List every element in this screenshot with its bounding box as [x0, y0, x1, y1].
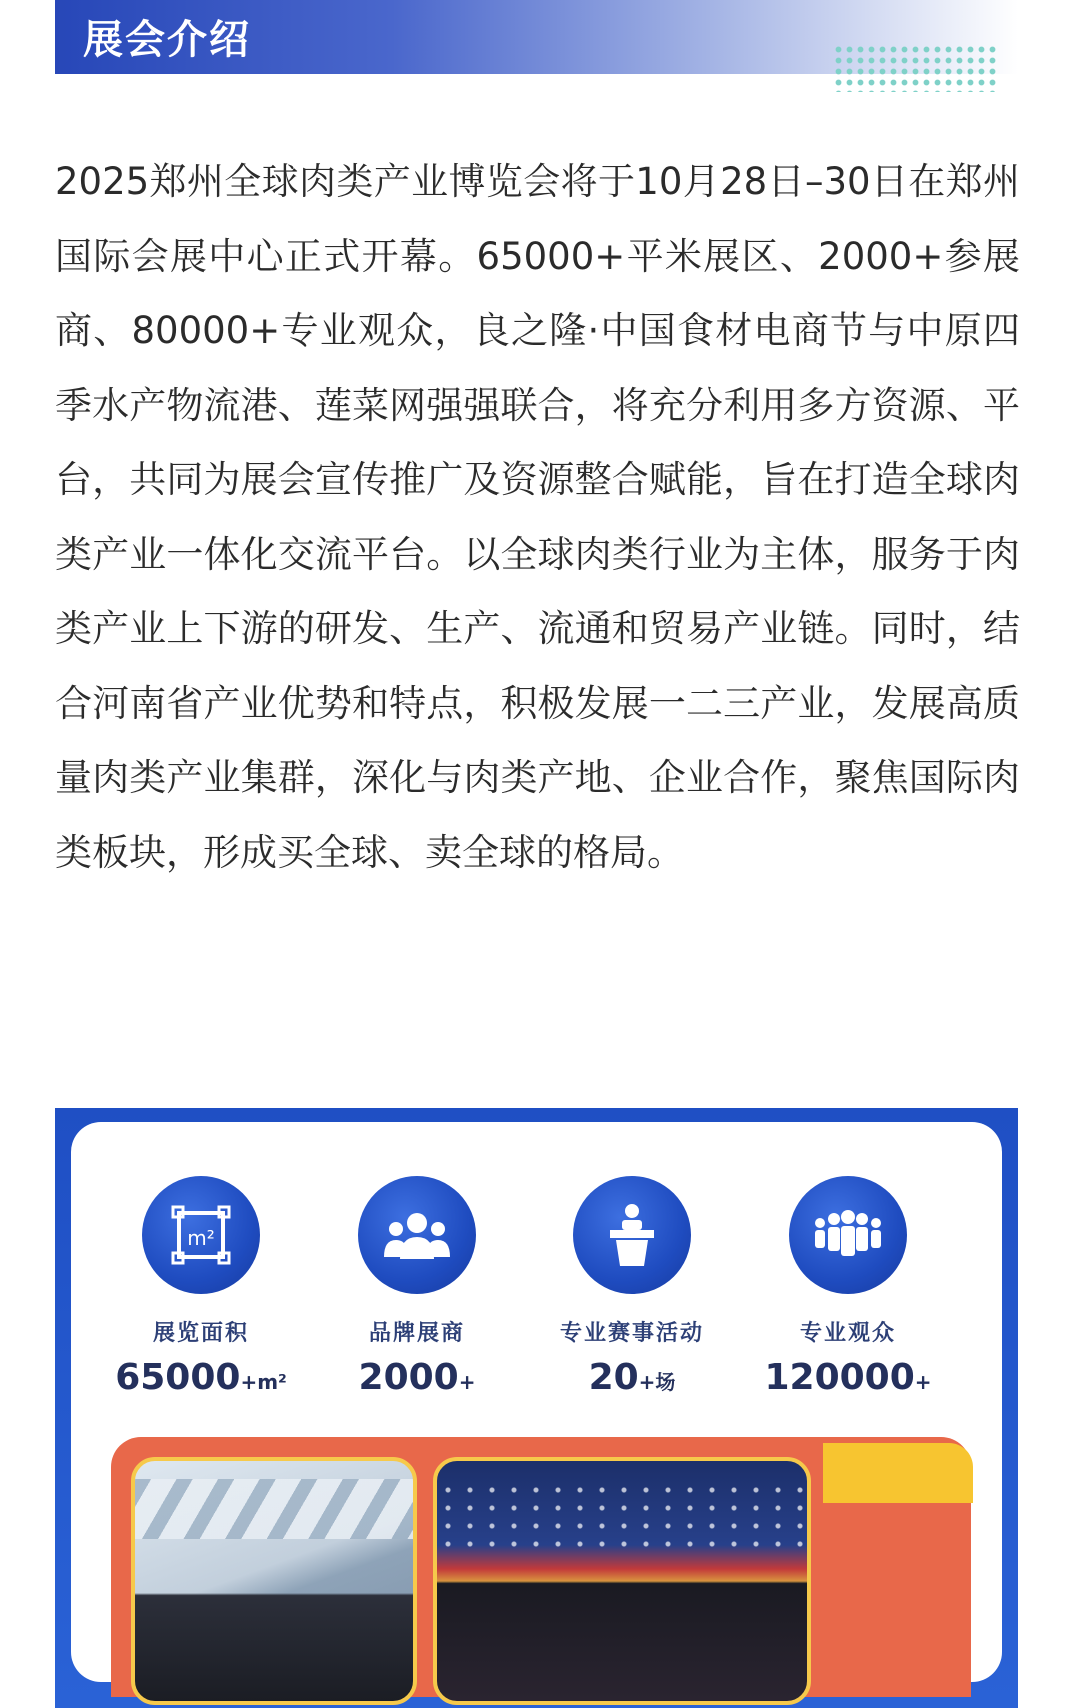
stat-number: 20 [588, 1357, 639, 1398]
stat-audience [738, 1176, 958, 1398]
exhibitors-icon [358, 1176, 476, 1294]
stat-unit: +m² [240, 1370, 287, 1394]
svg-text:m²: m² [187, 1226, 215, 1250]
stat-unit: +场 [638, 1370, 676, 1394]
podium-icon [573, 1176, 691, 1294]
stat-number: 2000 [358, 1357, 459, 1398]
stat-label: 专业赛事活动 [559, 1321, 704, 1346]
photo-panel [111, 1437, 971, 1697]
stat-area [91, 1176, 311, 1398]
stat-label: 展览面积 [152, 1321, 249, 1346]
stat-exhibitors [307, 1176, 527, 1398]
roof-shape [135, 1479, 413, 1539]
audience-icon [789, 1176, 907, 1294]
intro-paragraph: 2025郑州全球肉类产业博览会将于10月28日–30日在郑州国际会展中心正式开幕。65000+平米展区、2000+参展商、80000+专业观众，良之隆·中国食材电商节与中原四季水产物流港、莲菜网强强联合，将充分利用多方资源、平台，共同为展会宣传推广及资源整合赋能，旨在打造全球肉类产业一体化交流平台。以全球肉类行业为主体，服务于肉类产业上下游的研发、生产、流通和贸易产业链。同时，结合河南省产业优势和特点，积极发展一二三产业，发展高质量肉类产业集群，深化与肉类产地、企业合作，聚焦国际肉类板块，形成买全球、卖全球的格局。 [55, 160, 1020, 874]
decorative-dots [833, 44, 998, 92]
section-title: 展会介绍 [83, 17, 251, 63]
stats-card [55, 1108, 1018, 1708]
area-icon [142, 1176, 260, 1294]
exhibition-hall-photo [433, 1457, 811, 1705]
section-header [55, 0, 1018, 74]
ceiling-lights [437, 1481, 807, 1551]
stat-number: 65000 [115, 1357, 241, 1398]
stat-unit: + [914, 1370, 932, 1394]
stat-value [522, 1357, 742, 1398]
stat-value [91, 1357, 311, 1398]
venue-exterior-photo [131, 1457, 417, 1705]
stat-value [307, 1357, 527, 1398]
stat-unit: + [458, 1370, 476, 1394]
stat-label: 专业观众 [799, 1321, 896, 1346]
stats-panel [71, 1122, 1002, 1682]
stat-events [522, 1176, 742, 1398]
stat-label: 品牌展商 [368, 1321, 465, 1346]
decorative-tab [823, 1443, 973, 1503]
stat-number: 120000 [764, 1357, 915, 1398]
stat-value [738, 1357, 958, 1398]
